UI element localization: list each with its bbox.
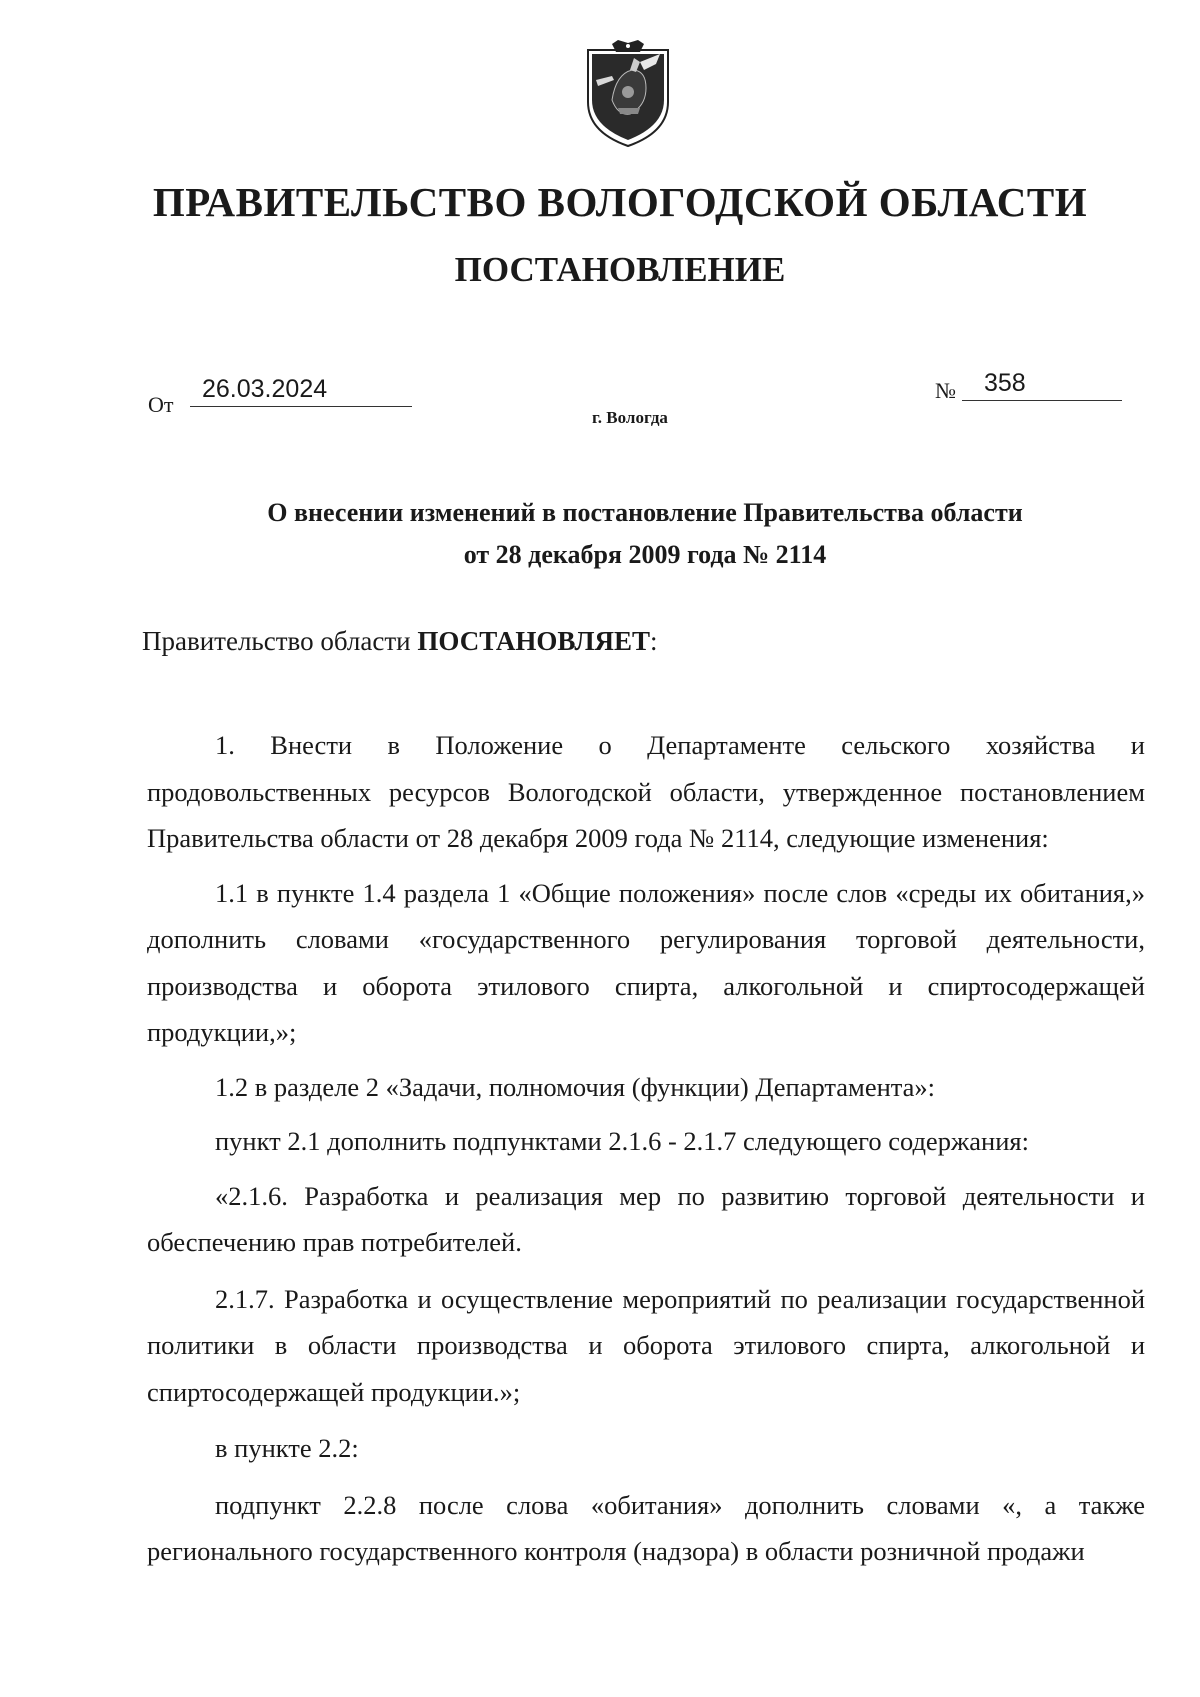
document-city: г. Вологда xyxy=(592,408,668,427)
resolution-statement xyxy=(142,626,658,657)
paragraph-2-1-6: «2.1.6. Разработка и реализация мер по развитию торговой деятельности и обеспечению прав потребителей. xyxy=(147,1180,1145,1257)
document-date: 26.03.2024 xyxy=(190,372,412,407)
paragraph-1: 1. Внести в Положение о Департаменте сельского хозяйства и продовольственных ресурсов Вологодской области, утвержденное постановлением Правительства области от 28 декабря 2009 года № 2114, следующие изменения: xyxy=(147,730,1145,853)
document-type: ПОСТАНОВЛЕНИЕ xyxy=(454,250,786,289)
paragraph-2-2: в пункте 2.2: xyxy=(215,1433,359,1463)
government-title: ПРАВИТЕЛЬСТВО ВОЛОГОДСКОЙ ОБЛАСТИ xyxy=(152,179,1088,225)
resolution-suffix: : xyxy=(649,626,658,656)
resolution-prefix: Правительство области xyxy=(142,626,418,656)
paragraph-2-1: пункт 2.1 дополнить подпунктами 2.1.6 - 2.1.7 следующего содержания: xyxy=(215,1126,1029,1156)
resolution-keyword: ПОСТАНОВЛЯЕТ xyxy=(417,626,650,656)
subject-line-1: О внесении изменений в постановление Правительства области xyxy=(267,498,1023,527)
paragraph-1-1: 1.1 в пункте 1.4 раздела 1 «Общие положения» после слов «среды их обитания,» дополнить словами «государственного регулирования торговой деятельности, производства и оборота этилового спирта, алкогольной и спиртосодержащей продукции,»; xyxy=(147,877,1145,1047)
paragraph-2-2-8: подпункт 2.2.8 после слова «обитания» дополнить словами «, а также регионального государственного контроля (надзора) в области розничной продажи xyxy=(147,1489,1145,1566)
document-number: 358 xyxy=(962,366,1122,401)
number-label: № xyxy=(935,378,956,403)
subject-line-2: от 28 декабря 2009 года № 2114 xyxy=(463,540,827,569)
coat-of-arms-icon xyxy=(582,40,674,150)
paragraph-2-1-7: 2.1.7. Разработка и осуществление мероприятий по реализации государственной политики в области производства и оборота этилового спирта, алкогольной и спиртосодержащей продукции.»; xyxy=(147,1283,1145,1407)
document-subject xyxy=(150,492,1140,576)
document-body xyxy=(147,722,1145,1575)
paragraph-1-2: 1.2 в разделе 2 «Задачи, полномочия (функции) Департамента»: xyxy=(215,1071,936,1102)
date-label: От xyxy=(148,392,174,417)
